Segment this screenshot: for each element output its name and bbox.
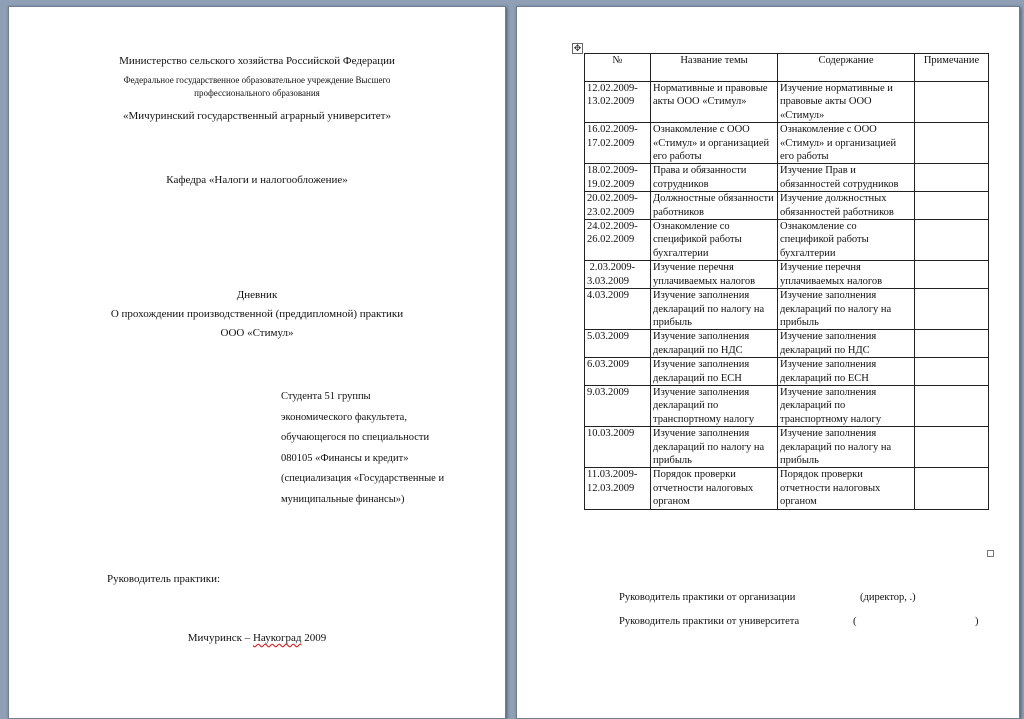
supervisor-label: Руководитель практики: [107, 573, 221, 585]
topic-cell: Изучение заполнения деклараций по налогу на прибыль [651, 427, 778, 468]
student-line: 080105 «Финансы и кредит» [281, 452, 409, 464]
date-cell: 6.03.2009 [585, 358, 651, 386]
student-line: муниципальные финансы») [281, 493, 405, 505]
content-cell: Изучение перечня уплачиваемых налогов [778, 261, 915, 289]
table-row [585, 358, 989, 386]
table-row [585, 123, 989, 164]
content-cell: Ознакомление с ООО «Стимул» и организацией его работы [778, 123, 915, 164]
student-line: обучающегося по специальности [281, 432, 430, 443]
date-cell: 24.02.2009- 26.02.2009 [585, 220, 651, 261]
note-cell [915, 385, 989, 426]
city-year [9, 632, 505, 644]
table-row [585, 468, 989, 509]
content-cell: Изучение заполнения деклараций по НДС [778, 330, 915, 358]
date-cell: 4.03.2009 [585, 289, 651, 330]
note-cell [915, 330, 989, 358]
note-cell [915, 164, 989, 192]
table-row [585, 289, 989, 330]
city-prefix: Мичуринск – [187, 632, 253, 644]
topic-cell: Изучение заполнения деклараций по транспортному налогу [651, 385, 778, 426]
company-name: ООО «Стимул» [220, 327, 294, 339]
topic-cell: Изучение заполнения деклараций по ЕСН [651, 358, 778, 386]
topic-cell: Изучение заполнения деклараций по НДС [651, 330, 778, 358]
date-cell: 9.03.2009 [585, 385, 651, 426]
department-name: Кафедра «Налоги и налогообложение» [166, 174, 348, 186]
content-cell: Изучение должностных обязанностей работников [778, 192, 915, 220]
table-row [585, 427, 989, 468]
table-row [585, 82, 989, 123]
student-line: (специализация «Государственные и [281, 473, 445, 484]
note-cell [915, 123, 989, 164]
content-cell: Изучение Прав и обязанностей сотрудников [778, 164, 915, 192]
topic-cell: Должностные обязанности работников [651, 192, 778, 220]
institution-line-2: профессионального образования [194, 88, 320, 98]
content-cell: Изучение заполнения деклараций по налогу на прибыль [778, 427, 915, 468]
document-subtitle: О прохождении производственной (преддипломной) практики [110, 308, 404, 320]
note-cell [915, 468, 989, 509]
header-content: Содержание [778, 54, 915, 82]
date-cell: 5.03.2009 [585, 330, 651, 358]
note-cell [915, 289, 989, 330]
topic-cell: Ознакомление со спецификой работы бухгалтерии [651, 220, 778, 261]
note-cell [915, 261, 989, 289]
table-resize-handle[interactable] [987, 550, 994, 557]
title-page [8, 6, 506, 719]
ministry-name: Министерство сельского хозяйства Российской Федерации [119, 55, 395, 67]
date-cell: 11.03.2009- 12.03.2009 [585, 468, 651, 509]
student-line: Студента 51 группы [281, 391, 371, 402]
topic-cell: Права и обязанности сотрудников [651, 164, 778, 192]
topic-cell: Изучение заполнения деклараций по налогу на прибыль [651, 289, 778, 330]
table-row [585, 164, 989, 192]
topic-cell: Порядок проверки отчетности налоговых органом [651, 468, 778, 509]
table-row [585, 385, 989, 426]
univ-supervisor-open-paren: ( [853, 616, 857, 627]
content-cell: Изучение заполнения деклараций по налогу на прибыль [778, 289, 915, 330]
date-cell: 18.02.2009- 19.02.2009 [585, 164, 651, 192]
table-move-handle-icon[interactable]: ✥ [573, 43, 582, 53]
content-cell: Изучение заполнения деклараций по ЕСН [778, 358, 915, 386]
date-cell: 2.03.2009- 3.03.2009 [585, 261, 651, 289]
student-line: экономического факультета, [281, 411, 407, 423]
note-cell [915, 220, 989, 261]
date-cell: 10.03.2009 [585, 427, 651, 468]
org-supervisor-value: (директор, .) [860, 592, 916, 603]
schedule-table [584, 53, 989, 510]
table-row [585, 220, 989, 261]
institution-line-1: Федеральное государственное образовательное учреждение Высшего [123, 75, 391, 85]
univ-supervisor-close-paren: ) [975, 616, 979, 627]
content-cell: Изучение нормативные и правовые акты ООО «Стимул» [778, 82, 915, 123]
topic-cell: Нормативные и правовые акты ООО «Стимул» [651, 82, 778, 123]
table-header-row [585, 54, 989, 82]
city-year-suffix: 2009 [301, 632, 327, 644]
table-row [585, 330, 989, 358]
document-title: Дневник [236, 289, 278, 301]
note-cell [915, 427, 989, 468]
header-topic: Название темы [651, 54, 778, 82]
table-body [585, 82, 989, 510]
content-cell: Изучение заполнения деклараций по транспортному налогу [778, 385, 915, 426]
table-row [585, 192, 989, 220]
city-spellcheck-word: Наукоград [252, 632, 302, 644]
content-cell: Порядок проверки отчетности налоговых органом [778, 468, 915, 509]
university-name: «Мичуринский государственный аграрный университет» [122, 110, 391, 122]
note-cell [915, 82, 989, 123]
univ-supervisor-label: Руководитель практики от университета [619, 616, 800, 627]
org-supervisor-label: Руководитель практики от организации [619, 592, 796, 603]
note-cell [915, 358, 989, 386]
topic-cell: Ознакомление с ООО «Стимул» и организацией его работы [651, 123, 778, 164]
table-row [585, 261, 989, 289]
content-cell: Ознакомление со спецификой работы бухгалтерии [778, 220, 915, 261]
student-info [281, 387, 491, 510]
topic-cell: Изучение перечня уплачиваемых налогов [651, 261, 778, 289]
date-cell: 20.02.2009- 23.02.2009 [585, 192, 651, 220]
schedule-page [516, 6, 1020, 719]
header-note: Примечание [915, 54, 989, 82]
date-cell: 12.02.2009- 13.02.2009 [585, 82, 651, 123]
header-number: № [585, 54, 651, 82]
note-cell [915, 192, 989, 220]
date-cell: 16.02.2009- 17.02.2009 [585, 123, 651, 164]
